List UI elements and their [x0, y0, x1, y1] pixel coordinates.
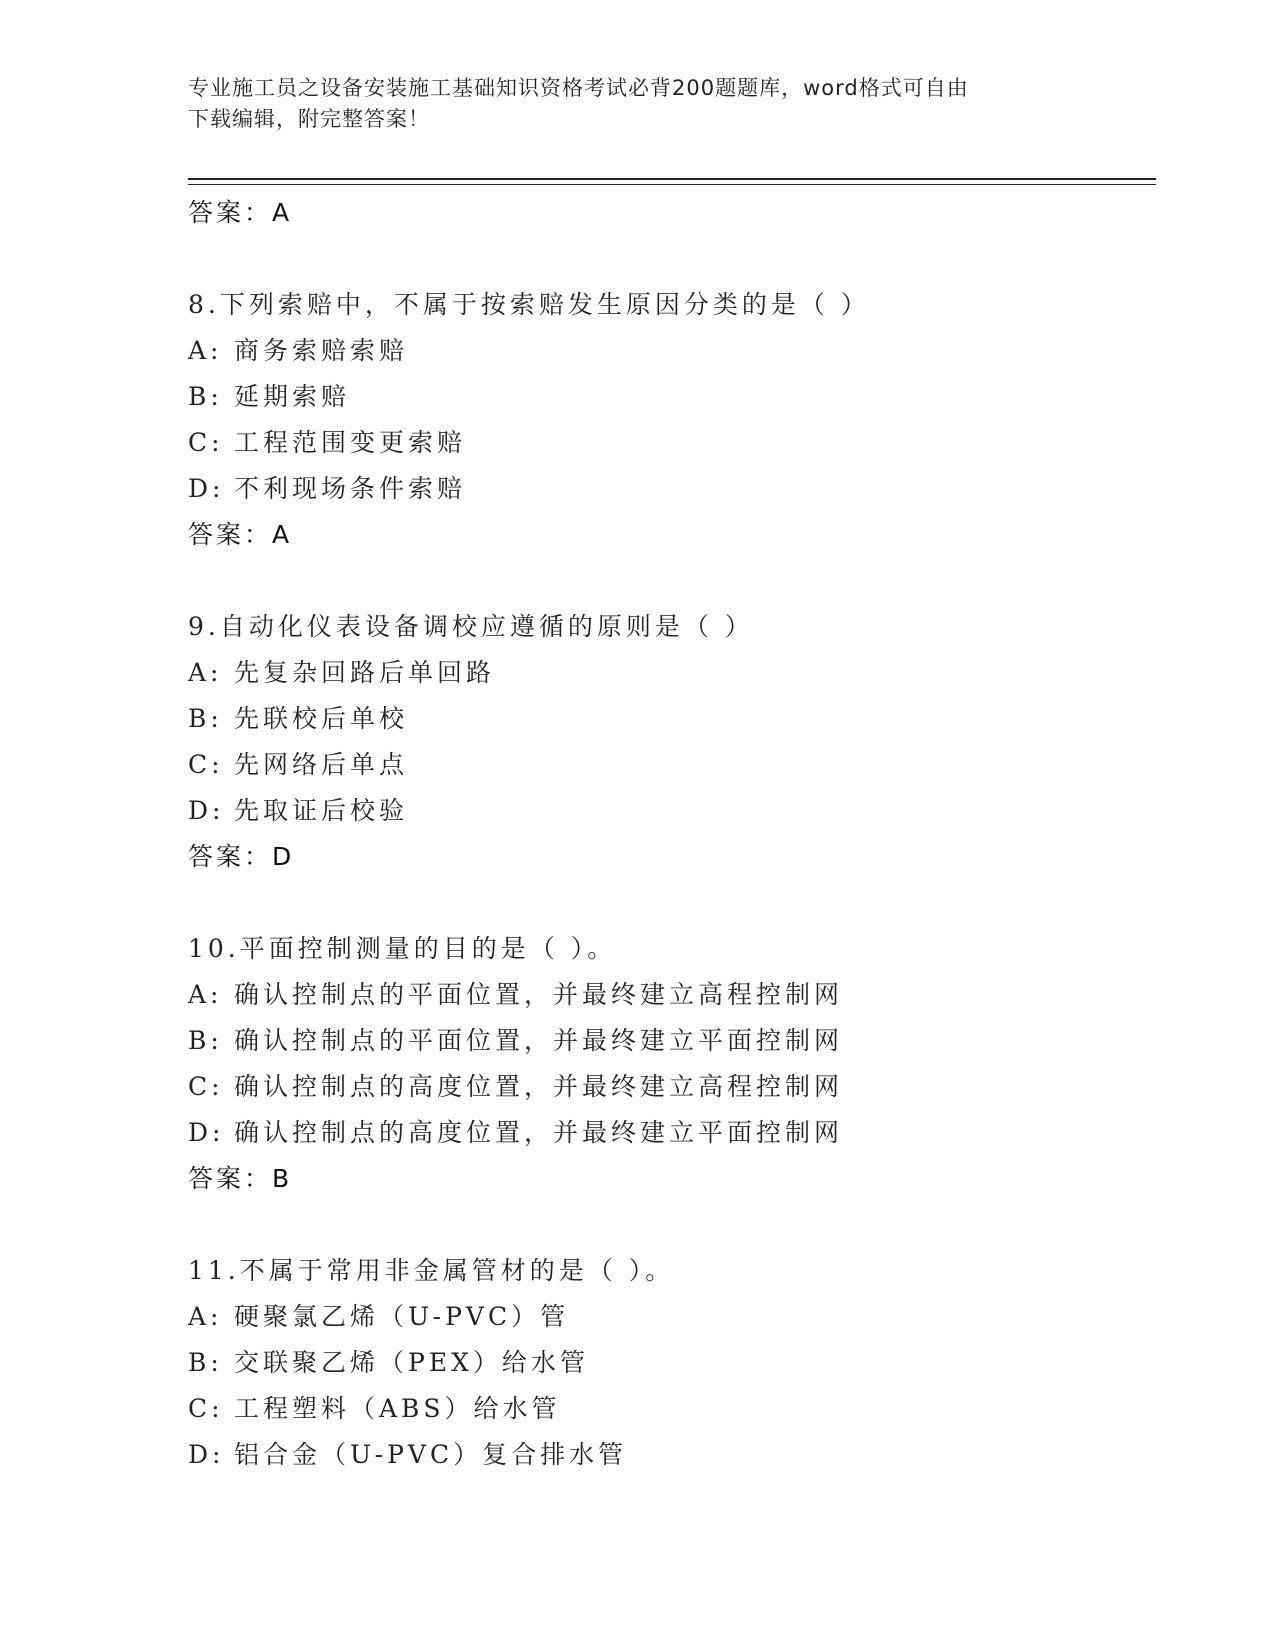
- question-block: [188, 604, 1148, 880]
- option-letter: C:: [188, 1072, 224, 1101]
- option-letter: A:: [188, 658, 223, 687]
- option-line: [188, 1386, 1148, 1432]
- option-text: 铝合金（U-PVC）复合排水管: [234, 1440, 628, 1469]
- question-list: [188, 190, 1148, 1478]
- option-letter: D:: [188, 1440, 225, 1469]
- option-text: 先复杂回路后单回路: [234, 658, 496, 687]
- answer-line: 答案：B: [188, 1164, 293, 1193]
- option-line: [188, 696, 1148, 742]
- option-letter: B:: [188, 704, 223, 733]
- option-text: 先网络后单点: [234, 750, 409, 779]
- option-line: [188, 742, 1148, 788]
- option-letter: A:: [188, 1302, 223, 1331]
- option-text: 先联校后单校: [234, 704, 409, 733]
- option-letter: A:: [188, 980, 223, 1009]
- header-line-1: 专业施工员之设备安装施工基础知识资格考试必背200题题库，word格式可自由: [188, 76, 969, 100]
- question-block: [188, 926, 1148, 1202]
- option-text: 确认控制点的平面位置，并最终建立平面控制网: [234, 1026, 844, 1055]
- option-line: [188, 1294, 1148, 1340]
- option-text: 交联聚乙烯（PEX）给水管: [234, 1348, 589, 1377]
- option-line: [188, 420, 1148, 466]
- option-text: 先取证后校验: [234, 796, 409, 825]
- option-text: 延期索赔: [234, 382, 351, 411]
- header-line-2: 下载编辑，附完整答案！: [188, 107, 430, 131]
- question-stem: 9.自动化仪表设备调校应遵循的原则是（ ）: [188, 612, 754, 641]
- option-text: 确认控制点的高度位置，并最终建立高程控制网: [234, 1072, 844, 1101]
- answer-line: 答案：A: [188, 198, 293, 227]
- question-block: [188, 282, 1148, 558]
- option-letter: A:: [188, 336, 223, 365]
- header-divider-thin: [188, 184, 1156, 185]
- question-block: [188, 1248, 1148, 1478]
- option-text: 硬聚氯乙烯（U-PVC）管: [234, 1302, 570, 1331]
- question-stem: 10.平面控制测量的目的是（ ）。: [188, 934, 617, 963]
- answer-line: 答案：A: [188, 520, 293, 549]
- option-letter: B:: [188, 1348, 223, 1377]
- option-text: 工程塑料（ABS）给水管: [234, 1394, 561, 1423]
- answer-line: 答案：D: [188, 842, 295, 871]
- option-line: [188, 972, 1148, 1018]
- option-line: [188, 1432, 1148, 1478]
- question-stem: 8.下列索赔中，不属于按索赔发生原因分类的是（ ）: [188, 290, 870, 319]
- option-line: [188, 650, 1148, 696]
- option-letter: B:: [188, 1026, 223, 1055]
- option-line: [188, 1340, 1148, 1386]
- option-line: [188, 466, 1148, 512]
- option-text: 商务索赔索赔: [234, 336, 409, 365]
- option-line: [188, 374, 1148, 420]
- option-text: 确认控制点的平面位置，并最终建立高程控制网: [234, 980, 844, 1009]
- option-line: [188, 1110, 1148, 1156]
- option-letter: C:: [188, 750, 224, 779]
- option-line: [188, 328, 1148, 374]
- header-divider-thick: [188, 178, 1156, 180]
- option-text: 确认控制点的高度位置，并最终建立平面控制网: [234, 1118, 844, 1147]
- question-stem: 11.不属于常用非金属管材的是（ ）。: [188, 1256, 675, 1285]
- option-letter: C:: [188, 428, 224, 457]
- page-header: [188, 73, 1088, 135]
- option-line: [188, 1018, 1148, 1064]
- option-letter: D:: [188, 474, 225, 503]
- option-letter: D:: [188, 1118, 225, 1147]
- option-line: [188, 788, 1148, 834]
- option-letter: B:: [188, 382, 223, 411]
- option-letter: D:: [188, 796, 225, 825]
- option-text: 工程范围变更索赔: [234, 428, 467, 457]
- option-letter: C:: [188, 1394, 224, 1423]
- option-text: 不利现场条件索赔: [234, 474, 467, 503]
- option-line: [188, 1064, 1148, 1110]
